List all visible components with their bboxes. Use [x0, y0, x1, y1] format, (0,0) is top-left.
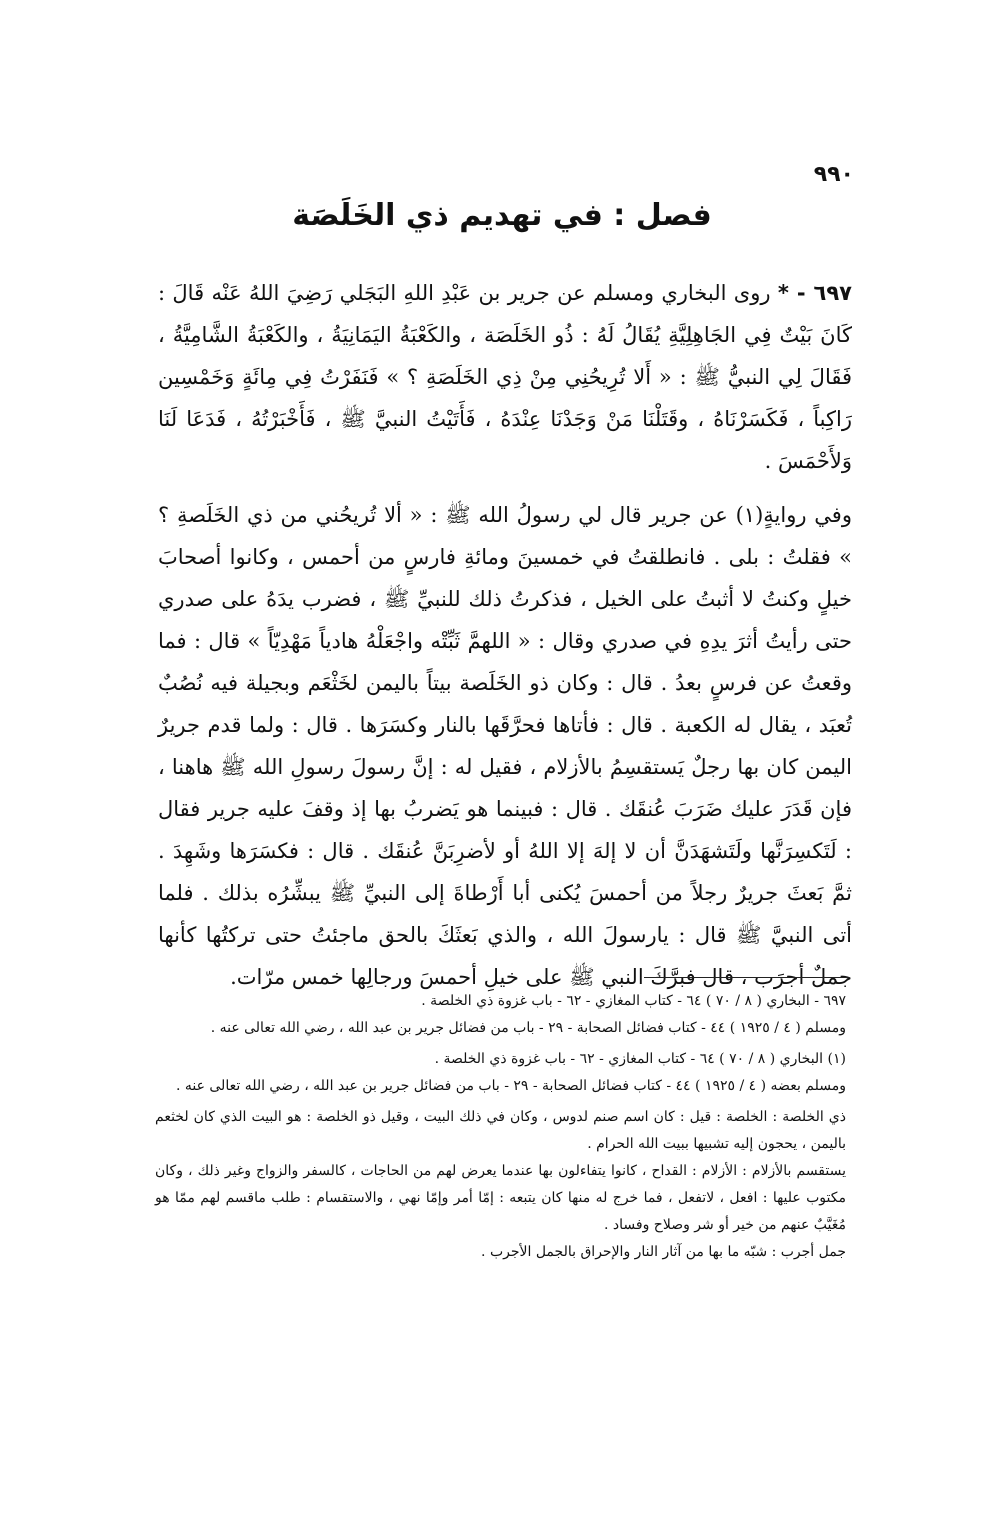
hadith-text: روى البخاري ومسلم عن جرير بن عَبْدِ اللهِ البَجَلي رَضِيَ اللهُ عَنْه قَالَ : كَانَ بَيْتٌ فِي الجَاهِلِيَّةِ يُقَالُ لَهُ : ذُو الخَلَصَة ، والكَعْبَةُ اليَمَانِيَةُ ، والكَعْبَةُ الشَّامِيَّةُ ، فَقَالَ لِي النبيُّ ﷺ : « أَلا تُرِيحُنِي مِنْ ذِي الخَلَصَةِ ؟ » فَنَفَرْتُ فِي مِائَةٍ وَخَمْسِين رَاكِباً ، فَكَسَرْنَاهُ ، وقَتَلْنَا مَنْ وَجَدْنَا عِنْدَهُ ، فَأَتَيْتُ النبيَّ ﷺ ، فَأَخْبَرْتُهُ ، فَدَعَا لَنَا وَلأَحْمَسَ .	[158, 281, 852, 473]
footnote-item: ومسلم بعضه ( ٤ / ١٩٢٥ ) ٤٤ - كتاب فضائل الصحابة - ٢٩ - باب من فضائل جرير بن عبد الله ، رضي الله تعالى عنه .	[175, 1078, 846, 1094]
hadith-number: ٦٩٧ - *	[777, 281, 852, 305]
footnote-item: ومسلم ( ٤ / ١٩٢٥ ) ٤٤ - كتاب فضائل الصحابة - ٢٩ - باب من فضائل جرير بن عبد الله ، رضي الله تعالى عنه .	[210, 1020, 846, 1036]
footnote-divider	[644, 977, 849, 978]
main-text	[158, 272, 852, 998]
narration-paragraph	[158, 494, 852, 998]
footnote-item: جمل أجرب : شبّه ما بها من آثار النار والإحراق بالجمل الأجرب .	[481, 1244, 846, 1260]
footnote-item: يستقسم بالأزلام : الأزلام : القداح ، كانوا يتفاءلون بها عندما يعرض لهم من الحاجات ، كالسفر والزواج وغير ذلك ، وكان مكتوب عليها : افعل ، لاتفعل ، فما خرج له منها كان يتبعه : إمّا أمر وإمّا نهي ، والاستقسام : طلب ماقسم لهم ممّا هو مُغَيَّبٌ عنهم من خير أو شر وصلاح وفساد .	[155, 1163, 846, 1233]
footnote-item: (١) البخاري ( ٨ / ٧٠ ) ٦٤ - كتاب المغازي - ٦٢ - باب غزوة ذي الخلصة .	[434, 1051, 846, 1067]
hadith-paragraph	[158, 272, 852, 482]
footnote-item: ٦٩٧ - البخاري ( ٨ / ٧٠ ) ٦٤ - كتاب المغازي - ٦٢ - باب غزوة ذي الخلصة .	[421, 993, 846, 1009]
footnote-item: ذي الخلصة : الخلصة : قيل : كان اسم صنم لدوس ، وكان في ذلك البيت ، وقيل ذو الخلصة : هو البيت الذي كان لخثعم باليمن ، يحجون إليه تشبيها ببيت الله الحرام .	[155, 1109, 846, 1152]
narration-text: وفي روايةٍ(١) عن جرير قال لي رسولُ الله ﷺ : « ألا تُريحُني من ذي الخَلَصةِ ؟ » فقلتُ : بلى . فانطلقتُ في خمسينَ ومائةِ فارسٍ من أحمس ، وكانوا أصحابَ خيلٍ وكنتُ لا أثبتُ على الخيل ، فذكرتُ ذلك للنبيِّ ﷺ ، فضرب يدَهُ على صدري حتى رأيتُ أثرَ يدِهِ في صدري وقال : « اللهمَّ ثَبِّتْه واجْعَلْهُ هادياً مَهْدِيّاً » قال : فما وقعتُ عن فرسٍ بعدُ . قال : وكان ذو الخَلَصة بيتاً باليمن لخَثْعَم وبجيلة فيه نُصُبٌ تُعبَد ، يقال له الكعبة . قال : فأتاها فحرَّقَها بالنار وكسَرَها . قال : ولما قدم جريرٌ اليمن كان بها رجلٌ يَستقسِمُ بالأزلام ، فقيل له : إنَّ رسولَ رسولِ الله ﷺ هاهنا ، فإن قَدَرَ عليك ضَرَبَ عُنقَك . قال : فبينما هو يَضربُ بها إذ وقفَ عليه جرير فقال : لَتَكسِرَنَّها ولَتَشهَدَنَّ أن لا إلهَ إلا اللهُ أو لأضرِبَنَّ عُنقَك . قال : فكسَرَها وشَهِدَ . ثمَّ بَعثَ جريرٌ رجلاً من أحمسَ يُكنى أبا أَرْطاةَ إلى النبيِّ ﷺ يبشِّرُه بذلك . فلما أتى النبيَّ ﷺ قال : يارسولَ الله ، والذي بَعثَكَ بالحق ماجئتُ حتى تركتُها كأنها جملٌ أجرَب ، قال فبرَّكَ النبي ﷺ على خيلِ أحمسَ ورجالِها خمس مرّات.	[158, 503, 852, 989]
footnotes	[155, 988, 846, 1266]
chapter-title: فصل : في تهديم ذي الخَلَصَة	[292, 198, 712, 233]
page-number: ٩٩٠	[813, 162, 854, 187]
